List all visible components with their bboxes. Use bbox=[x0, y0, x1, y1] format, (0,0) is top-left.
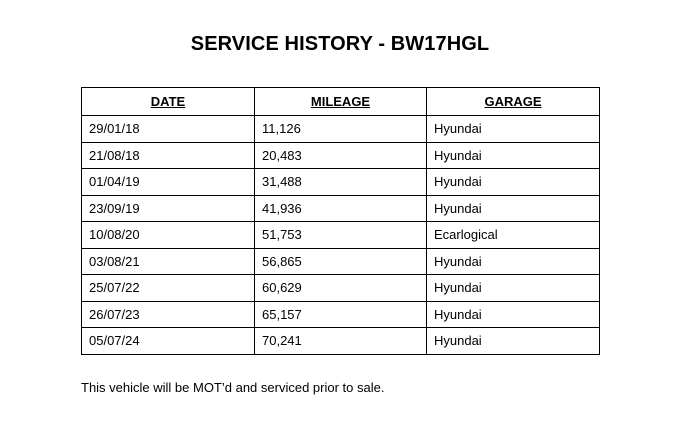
date-cell: 26/07/23 bbox=[82, 301, 255, 328]
date-cell: 25/07/22 bbox=[82, 275, 255, 302]
garage-cell: Hyundai bbox=[427, 328, 600, 355]
date-cell: 05/07/24 bbox=[82, 328, 255, 355]
mileage-cell: 51,753 bbox=[255, 222, 427, 249]
date-cell: 10/08/20 bbox=[82, 222, 255, 249]
garage-cell: Hyundai bbox=[427, 301, 600, 328]
date-cell: 23/09/19 bbox=[82, 195, 255, 222]
mileage-cell: 56,865 bbox=[255, 248, 427, 275]
table-row bbox=[82, 301, 600, 328]
mileage-cell: 60,629 bbox=[255, 275, 427, 302]
garage-cell: Hyundai bbox=[427, 142, 600, 169]
service-history-table bbox=[81, 87, 600, 355]
table-row bbox=[82, 195, 600, 222]
column-header-date: DATE bbox=[82, 88, 255, 116]
mileage-cell: 31,488 bbox=[255, 169, 427, 196]
page-title: SERVICE HISTORY - BW17HGL bbox=[190, 33, 490, 55]
column-header-garage: GARAGE bbox=[427, 88, 600, 116]
garage-cell: Hyundai bbox=[427, 275, 600, 302]
garage-cell: Hyundai bbox=[427, 116, 600, 143]
table-row bbox=[82, 222, 600, 249]
garage-cell: Hyundai bbox=[427, 195, 600, 222]
table-row bbox=[82, 169, 600, 196]
mileage-cell: 70,241 bbox=[255, 328, 427, 355]
table-header-row bbox=[82, 88, 600, 116]
mileage-cell: 20,483 bbox=[255, 142, 427, 169]
date-cell: 01/04/19 bbox=[82, 169, 255, 196]
garage-cell: Hyundai bbox=[427, 248, 600, 275]
garage-cell: Ecarlogical bbox=[427, 222, 600, 249]
date-cell: 03/08/21 bbox=[82, 248, 255, 275]
date-cell: 21/08/18 bbox=[82, 142, 255, 169]
table-row bbox=[82, 116, 600, 143]
sale-note: This vehicle will be MOT’d and serviced prior to sale. bbox=[81, 380, 385, 395]
mileage-cell: 65,157 bbox=[255, 301, 427, 328]
table-row bbox=[82, 328, 600, 355]
table-row bbox=[82, 248, 600, 275]
date-cell: 29/01/18 bbox=[82, 116, 255, 143]
mileage-cell: 11,126 bbox=[255, 116, 427, 143]
column-header-mileage: MILEAGE bbox=[255, 88, 427, 116]
table-row bbox=[82, 275, 600, 302]
garage-cell: Hyundai bbox=[427, 169, 600, 196]
table-row bbox=[82, 142, 600, 169]
mileage-cell: 41,936 bbox=[255, 195, 427, 222]
